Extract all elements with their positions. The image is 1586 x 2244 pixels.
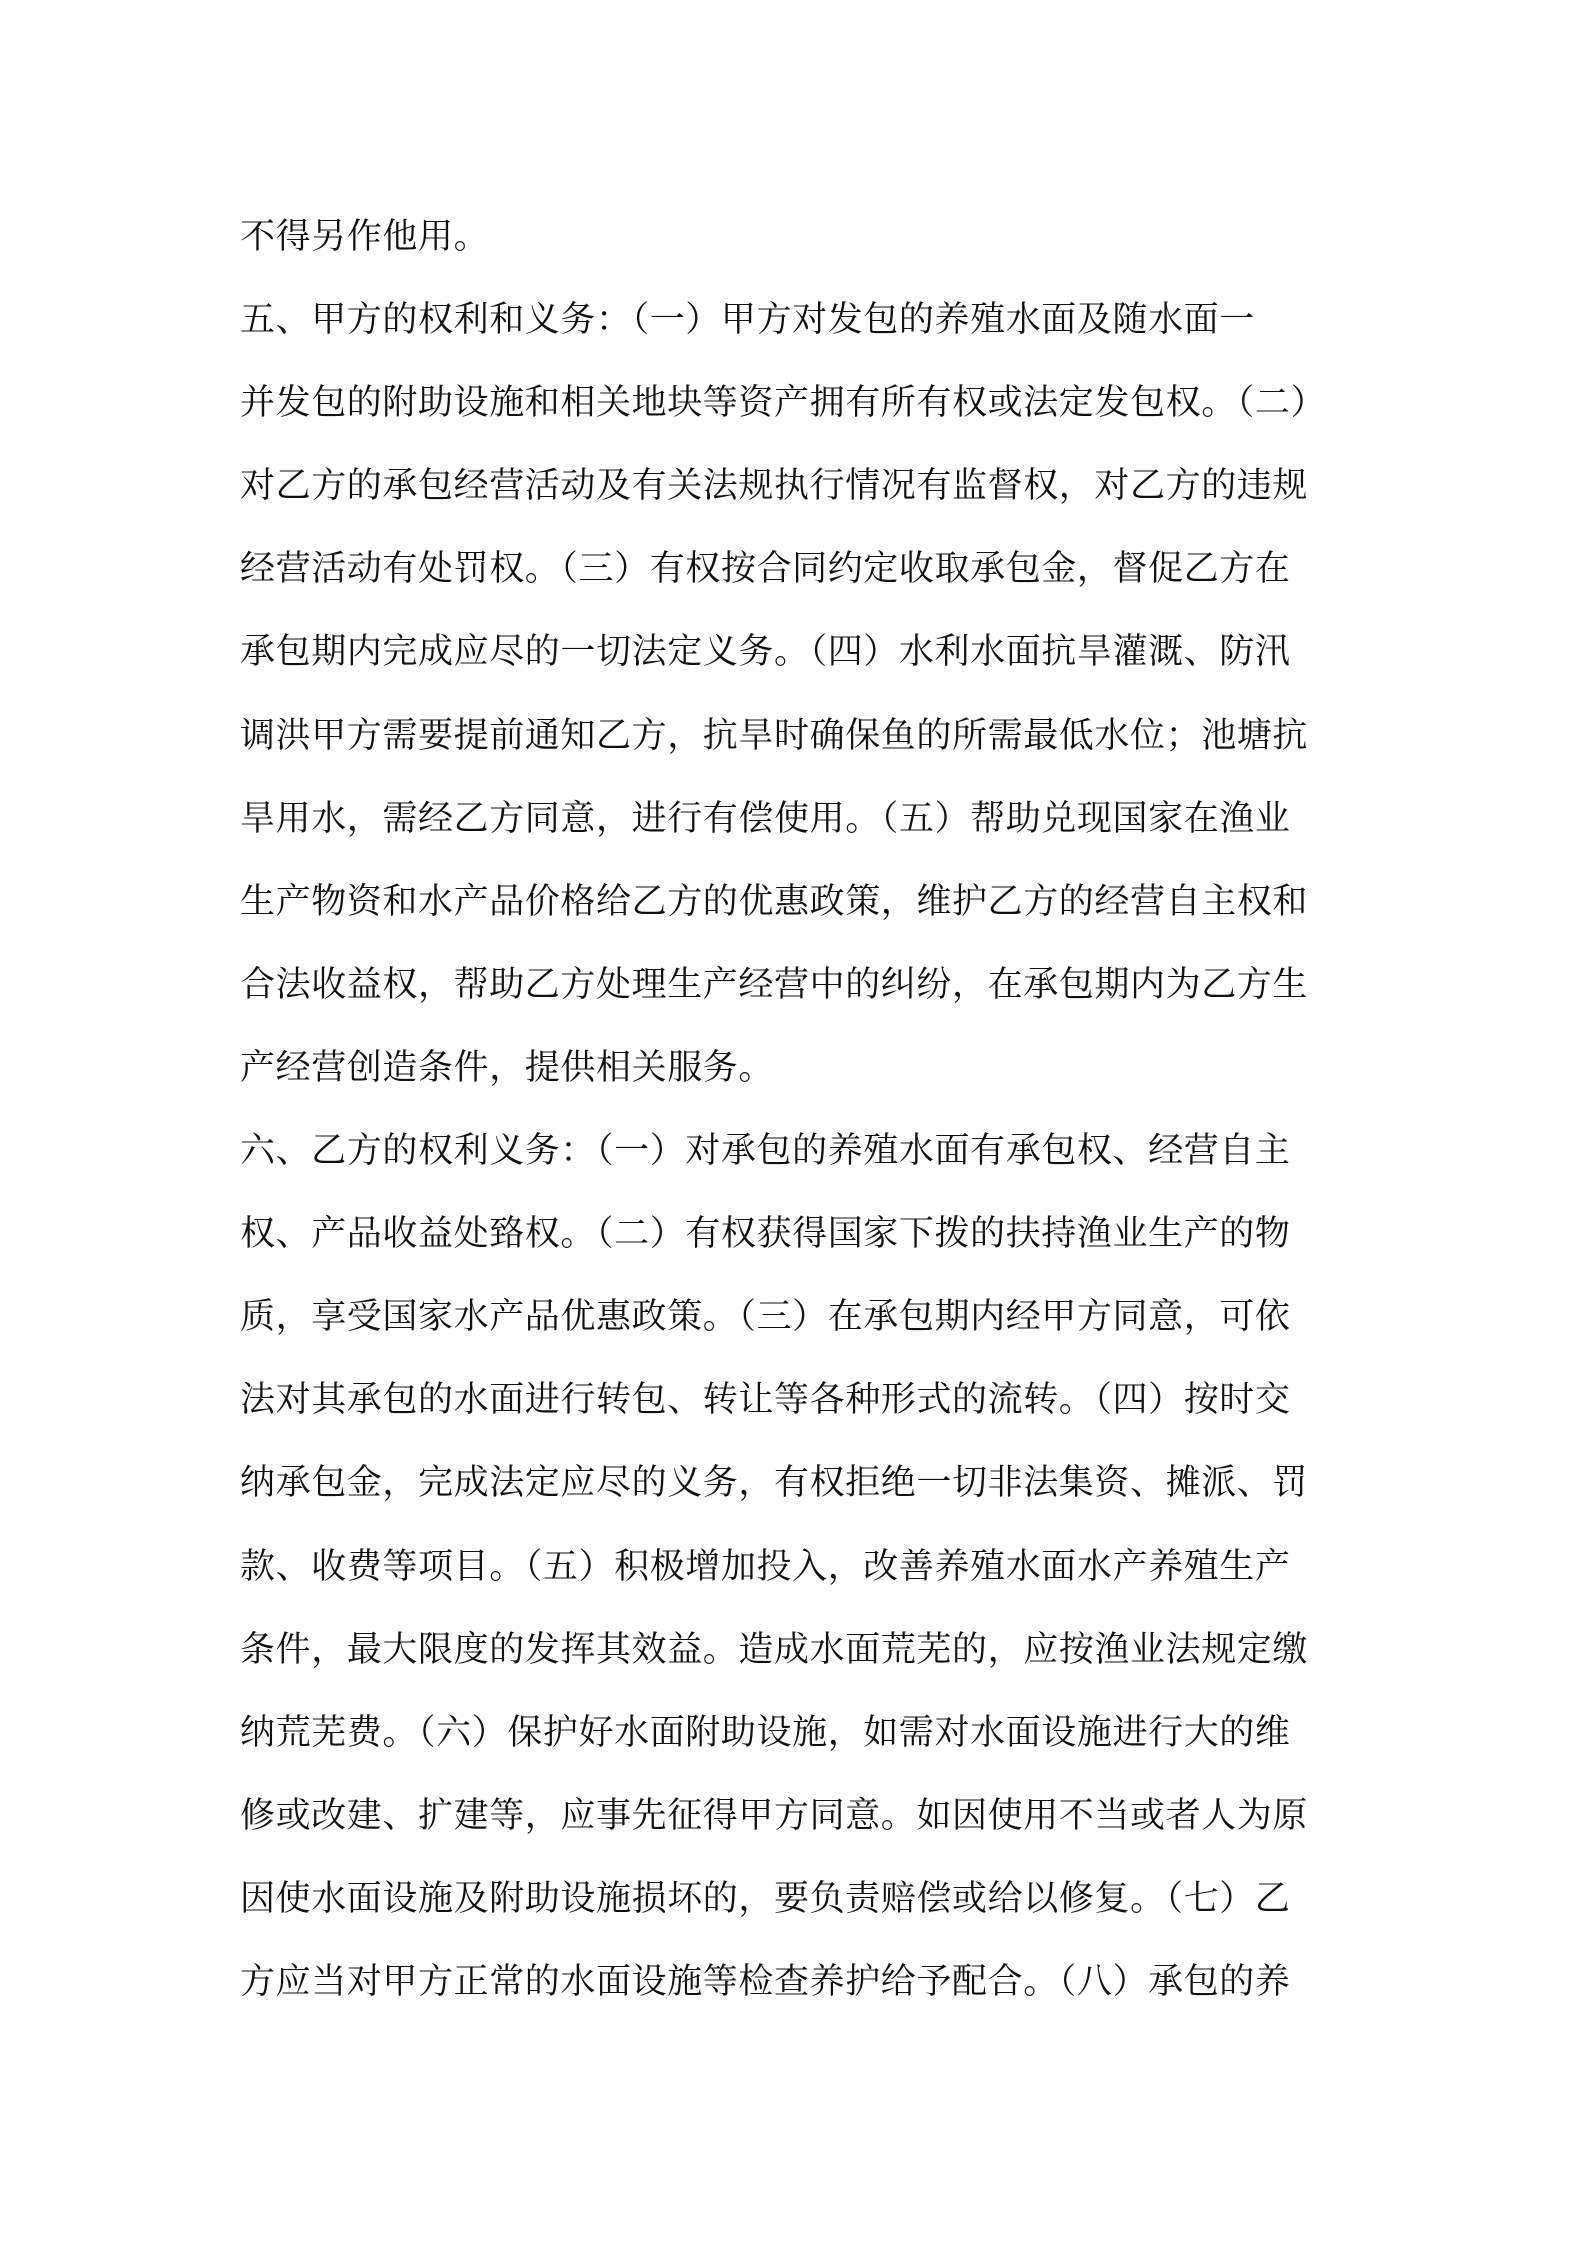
text-line: 法对其承包的水面进行转包、转让等各种形式的流转。（四）按时交 [240, 1380, 1291, 1421]
contract-text [240, 196, 1360, 2024]
text-line: 生产物资和水产品价格给乙方的优惠政策，维护乙方的经营自主权和 [240, 881, 1309, 922]
text-line: 六、乙方的权利义务：（一）对承包的养殖水面有承包权、经营自主 [240, 1131, 1291, 1172]
text-line: 纳荒芜费。（六）保护好水面附助设施，如需对水面设施进行大的维 [240, 1712, 1291, 1753]
text-line: 承包期内完成应尽的一切法定义务。（四）水利水面抗旱灌溉、防汛 [240, 632, 1291, 673]
text-line: 条件，最大限度的发挥其效益。造成水面荒芜的，应按渔业法规定缴 [240, 1629, 1309, 1670]
text-line: 合法收益权，帮助乙方处理生产经营中的纠纷，在承包期内为乙方生 [240, 964, 1309, 1005]
text-line: 旱用水，需经乙方同意，进行有偿使用。（五）帮助兑现国家在渔业 [240, 798, 1291, 839]
text-line: 产经营创造条件，提供相关服务。 [240, 1047, 775, 1088]
text-line: 经营活动有处罚权。（三）有权按合同约定收取承包金，督促乙方在 [240, 549, 1291, 590]
text-line: 并发包的附助设施和相关地块等资产拥有所有权或法定发包权。（二） [240, 383, 1327, 424]
text-line: 因使水面设施及附助设施损坏的，要负责赔偿或给以修复。（七）乙 [240, 1878, 1291, 1919]
text-line: 质，享受国家水产品优惠政策。（三）在承包期内经甲方同意，可依 [240, 1297, 1291, 1338]
text-line: 方应当对甲方正常的水面设施等检查养护给予配合。（八）承包的养 [240, 1961, 1291, 2002]
text-line: 对乙方的承包经营活动及有关法规执行情况有监督权，对乙方的违规 [240, 466, 1309, 507]
text-line: 五、甲方的权利和义务：（一）甲方对发包的养殖水面及随水面一 [240, 300, 1255, 341]
text-line: 修或改建、扩建等，应事先征得甲方同意。如因使用不当或者人为原 [240, 1795, 1309, 1836]
text-line: 不得另作他用。 [240, 217, 490, 257]
text-line: 调洪甲方需要提前通知乙方，抗旱时确保鱼的所需最低水位；池塘抗 [240, 715, 1309, 756]
text-line: 款、收费等项目。（五）积极增加投入，改善养殖水面水产养殖生产 [240, 1546, 1291, 1587]
text-line: 权、产品收益处臵权。（二）有权获得国家下拨的扶持渔业生产的物 [240, 1214, 1291, 1255]
text-line: 纳承包金，完成法定应尽的义务，有权拒绝一切非法集资、摊派、罚 [240, 1463, 1309, 1504]
